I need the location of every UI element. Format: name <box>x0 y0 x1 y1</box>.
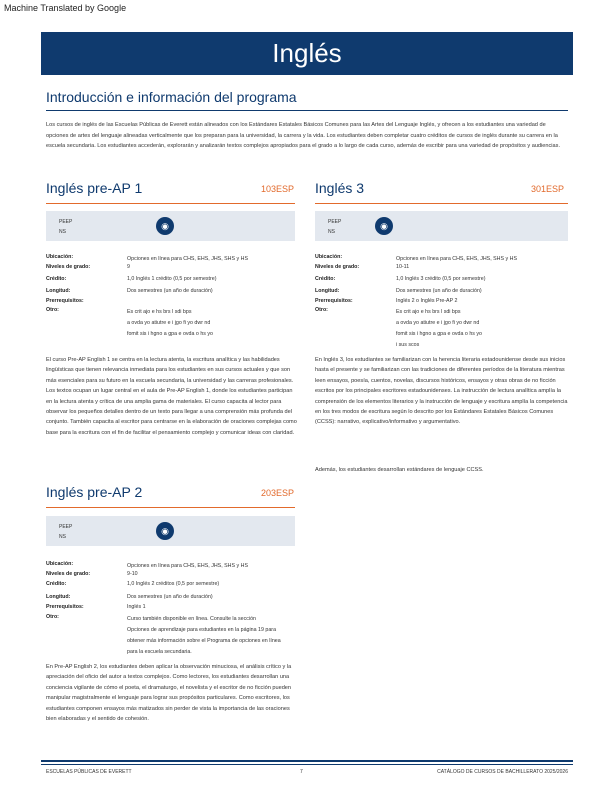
value-prerrequisitos: Inglés 2 o Inglés Pre-AP 2 <box>396 298 458 304</box>
value-otro-line2: a ovda yo atiutre e i jgo fi yo dwr nd <box>396 320 480 326</box>
box-line1: PEEP <box>59 524 73 530</box>
value-credito: 1,0 Inglés 1 crédito (0,5 por semestre) <box>127 276 217 282</box>
label-ubicacion: Ubicación: <box>315 254 343 260</box>
label-longitud: Longitud: <box>315 288 340 294</box>
label-prerrequisitos: Prerrequisitos: <box>46 298 84 304</box>
course-divider-ingles3 <box>315 203 568 204</box>
box-line1: PEEP <box>59 219 73 225</box>
value-otro-line2: a ovda yo atiutre e i jgo fi yo dwr nd <box>127 320 211 326</box>
value-otro-line4: i sus scos <box>396 342 420 348</box>
box-line2: NS <box>59 534 66 540</box>
box-line1: PEEP <box>328 219 342 225</box>
footer-right: CATÁLOGO DE CURSOS DE BACHILLERATO 2025/2026 <box>437 769 568 775</box>
label-otro: Otro: <box>46 307 59 313</box>
course-description-preap1: El curso Pre-AP English 1 se centra en la lectura atenta, la escritura analítica y las habilidades lingüísticas que tienen relevancia inmediata para los estudiantes en sus cursos actuales y que son más esenciales para su futuro en la escuela secundaria, la universidad y las carreras profesionales. Los textos ocupan un lugar central en el aula de Pre-AP English 1, donde los estudiantes participan en la lectura atenta y crítica de una amplia gama de materiales. El curso capacita al lector para observar los pequeños detalles dentro de un texto para llegar a una comprensión más profunda del conjunto. También capacita al escritor para centrarse en la elaboración de oraciones complejas como base para la escritura con el fin de facilitar el pensamiento complejo y comunicar ideas con claridad. <box>46 357 297 436</box>
label-ubicacion: Ubicación: <box>46 254 74 260</box>
value-otro-line2: Opciones de aprendizaje para estudiantes en la página 19 para <box>127 627 277 633</box>
label-otro: Otro: <box>46 614 59 620</box>
value-longitud: Dos semestres (un año de duración) <box>127 288 213 294</box>
course-code-preap2: 203ESP <box>260 488 294 498</box>
owl-icon: ◉ <box>156 522 174 540</box>
label-longitud: Longitud: <box>46 594 71 600</box>
label-niveles: Niveles de grado: <box>315 264 360 270</box>
label-niveles: Niveles de grado: <box>46 264 91 270</box>
value-otro-line3: obtener más información sobre el Programa de opciones en línea <box>127 638 281 644</box>
label-otro: Otro: <box>315 307 328 313</box>
course-summary-box-ingles3 <box>315 211 568 241</box>
label-credito: Crédito: <box>46 581 67 587</box>
owl-icon: ◉ <box>156 217 174 235</box>
label-credito: Crédito: <box>315 276 336 282</box>
footer-left: ESCUELAS PÚBLICAS DE EVERETT <box>46 769 132 775</box>
course-title-ingles3: Inglés 3 <box>315 180 365 196</box>
label-longitud: Longitud: <box>46 288 71 294</box>
value-otro-line3: fomit sis i hgno a gpa e ovda o hs yo <box>396 331 482 337</box>
intro-title: Introducción e información del programa <box>46 89 297 105</box>
intro-paragraph: Los cursos de inglés de las Escuelas Públicas de Everett están alineados con los Estándares Estatales Básicos Comunes para las Artes del Lenguaje Inglés, y ofrecen a los estudiantes una variedad de opciones de artes del lenguaje alineadas verticalmente que los preparan para la universidad, la carrera y la vida. Los estudiantes deben completar cuatro créditos de cursos de inglés durante su carrera en la escuela secundaria. Los estudiantes accederán, explorarán y analizarán textos complejos apropiados para el grado a lo largo de cada curso, además de escribir para una variedad de propósitos y audiencias. <box>46 122 561 149</box>
course-info-preap2 <box>46 561 296 656</box>
value-prerrequisitos: Inglés 1 <box>127 604 146 610</box>
intro-divider <box>46 110 568 111</box>
course-summary-box-preap1 <box>46 211 295 241</box>
label-prerrequisitos: Prerrequisitos: <box>315 298 353 304</box>
course-info-preap1 <box>46 254 296 349</box>
value-otro-line4: para la escuela secundaria. <box>127 649 192 655</box>
label-prerrequisitos: Prerrequisitos: <box>46 604 84 610</box>
owl-icon: ◉ <box>375 217 393 235</box>
course-divider-preap1 <box>46 203 295 204</box>
course-description2-ingles3: Además, los estudiantes desarrollan estándares de lenguaje CCSS. <box>315 467 484 473</box>
value-otro-line1: Es crit ajo e hs brs l sdi bps <box>127 309 192 315</box>
value-ubicacion: Opciones en línea para CHS, EHS, JHS, SHS y HS <box>396 256 517 262</box>
footer-page-number: 7 <box>300 769 303 775</box>
course-code-preap1: 103ESP <box>260 184 294 194</box>
label-credito: Crédito: <box>46 276 67 282</box>
value-longitud: Dos semestres (un año de duración) <box>396 288 482 294</box>
footer-divider-thin <box>41 764 573 765</box>
course-title-preap2: Inglés pre-AP 2 <box>46 484 143 500</box>
course-info-ingles3 <box>315 254 568 349</box>
value-credito: 1,0 Inglés 2 créditos (0,5 por semestre) <box>127 581 220 587</box>
course-description-preap2: En Pre-AP English 2, los estudiantes deben aplicar la observación minuciosa, el análisis crítico y la apreciación del oficio del autor a textos complejos. Como lectores, los estudiantes desarrollan una conciencia vigilante de cómo el poeta, el dramaturgo, el novelista y el escritor de no ficción pueden manipular magistralmente el lenguaje para lograr sus propósitos particulares. Como escritores, los estudiantes componen ensayos más matizados sin perder de vista la importancia de las oraciones bien elaboradas y el sentido de cohesión. <box>46 664 292 723</box>
label-ubicacion: Ubicación: <box>46 561 74 567</box>
box-line2: NS <box>328 229 335 235</box>
value-ubicacion: Opciones en línea para CHS, EHS, JHS, SHS y HS <box>127 563 248 569</box>
value-otro-line1: Es crit ajo e hs brs l sdi bps <box>396 309 461 315</box>
value-niveles: 9-10 <box>127 571 138 577</box>
course-divider-preap2 <box>46 507 295 508</box>
value-niveles: 9 <box>127 264 130 270</box>
value-credito: 1,0 Inglés 3 crédito (0,5 por semestre) <box>396 276 486 282</box>
value-longitud: Dos semestres (un año de duración) <box>127 594 213 600</box>
footer-divider-thick <box>41 760 573 762</box>
course-code-ingles3: 301ESP <box>530 184 564 194</box>
value-niveles: 10-11 <box>396 264 410 270</box>
value-otro-line3: fomit sis i hgno a gpa e ovda o hs yo <box>127 331 213 337</box>
machine-translated-note: Machine Translated by Google <box>4 3 127 13</box>
course-title-preap1: Inglés pre-AP 1 <box>46 180 143 196</box>
value-otro-line1: Curso también disponible en línea. Consulte la sección <box>127 616 256 622</box>
label-niveles: Niveles de grado: <box>46 571 91 577</box>
page-banner-title: Inglés <box>41 32 573 75</box>
box-line2: NS <box>59 229 66 235</box>
course-description-ingles3: En Inglés 3, los estudiantes se familiarizan con la herencia literaria estadounidense desde sus inicios hasta el presente y se familiarizan con las tradiciones de diferentes períodos de la literatura mientras leen ensayos, poesía, cuentos, novelas, discursos históricos, ensayos y otras obras de no ficción escritos por los principales escritores estadounidenses. La instrucción de lectura analítica amplía la comprensión de los elementos literarios y la instrucción de lenguaje y escritura amplía la competencia en los tres modos de escritura según lo descrito por los Estándares Estatales Básicos Comunes (CCSS): narrativo, explicativo/informativo y argumentativo. <box>315 357 568 426</box>
course-summary-box-preap2 <box>46 516 295 546</box>
value-ubicacion: Opciones en línea para CHS, EHS, JHS, SHS y HS <box>127 256 248 262</box>
